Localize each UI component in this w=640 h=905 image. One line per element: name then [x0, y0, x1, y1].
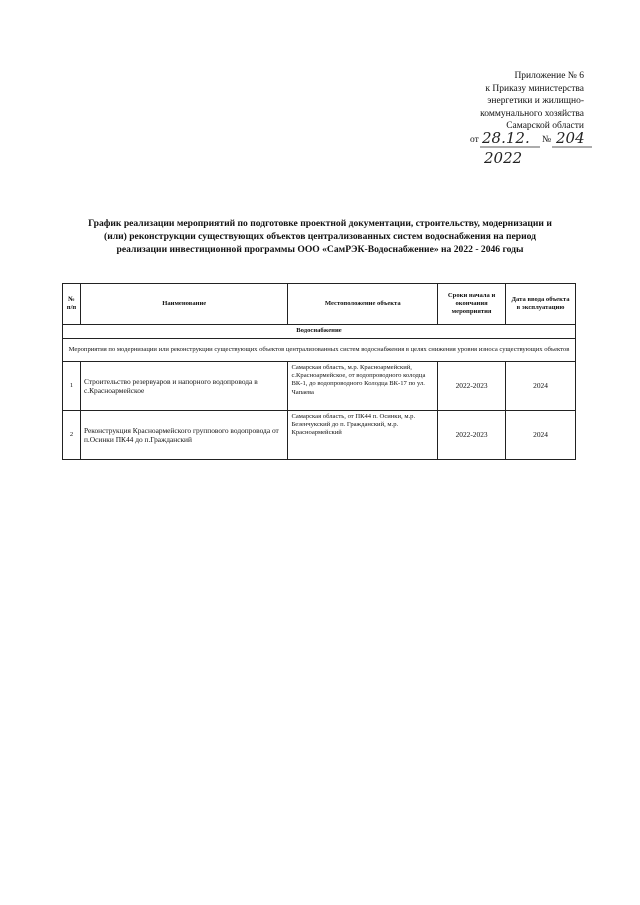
document-title	[70, 217, 570, 256]
appendix-line-2: к Приказу министерства	[485, 83, 584, 94]
row-num: 1	[63, 362, 81, 411]
header-location: Местоположение объекта	[288, 284, 438, 325]
row-name: Реконструкция Красноармейского группового водопровода от п.Осинки ПК44 до п.Гражданский	[80, 411, 287, 460]
header-period: Сроки начала и окончания мероприятия	[438, 284, 506, 325]
appendix-line-4: коммунального хозяйства	[480, 108, 584, 119]
date-underline	[480, 146, 540, 148]
row-name: Строительство резервуаров и напорного водопровода в с.Красноармейское	[80, 362, 287, 411]
row-location: Самарская область, от ПК44 п. Осинки, м.р. Безенчукский до п. Гражданский, м.р. Красноармейский	[288, 411, 438, 460]
row-location: Самарская область, м.р. Красноармейский, с.Красноармейское, от водопроводного колодца ВК-1, до водопроводного Колодца ВК-17 по ул. Чапаева	[288, 362, 438, 411]
order-date-number	[470, 129, 600, 175]
title-line-2: (или) реконструкции существующих объектов централизованных систем водоснабжения на период	[104, 231, 536, 242]
appendix-line-5: Самарской области	[506, 121, 584, 131]
header-num: № п/п	[63, 284, 81, 325]
handwritten-date: 28.12.	[482, 129, 530, 147]
handwritten-year: 2022	[484, 149, 523, 167]
section-row	[63, 325, 576, 339]
title-line-3: реализации инвестиционной программы ООО «СамРЭК-Водоснабжение» на 2022 - 2046 годы	[116, 244, 524, 255]
row-num: 2	[63, 411, 81, 460]
row-period: 2022-2023	[438, 362, 506, 411]
row-period: 2022-2023	[438, 411, 506, 460]
number-prefix: №	[542, 135, 552, 145]
number-underline	[552, 146, 592, 148]
handwritten-number: 204	[556, 129, 585, 147]
subsection-title: Мероприятия по модернизации или реконструкции существующих объектов централизованных систем водоснабжения в целях снижения уровня износа существующих объектов	[63, 339, 576, 362]
row-commission: 2024	[506, 411, 576, 460]
header-name: Наименование	[80, 284, 287, 325]
schedule-table	[62, 283, 576, 460]
title-line-1: График реализации мероприятий по подготовке проектной документации, строительству, модернизации и	[88, 218, 552, 229]
date-prefix: от	[470, 135, 479, 145]
header-commission: Дата ввода объекта в эксплуатацию	[506, 284, 576, 325]
appendix-line-3: энергетики и жилищно-	[487, 96, 584, 106]
section-title: Водоснабжение	[63, 325, 576, 339]
appendix-line-1: Приложение № 6	[514, 71, 584, 81]
table-row	[63, 411, 576, 460]
appendix-header	[480, 70, 584, 133]
row-commission: 2024	[506, 362, 576, 411]
subsection-row	[63, 339, 576, 362]
table-header-row	[63, 284, 576, 325]
table-row	[63, 362, 576, 411]
